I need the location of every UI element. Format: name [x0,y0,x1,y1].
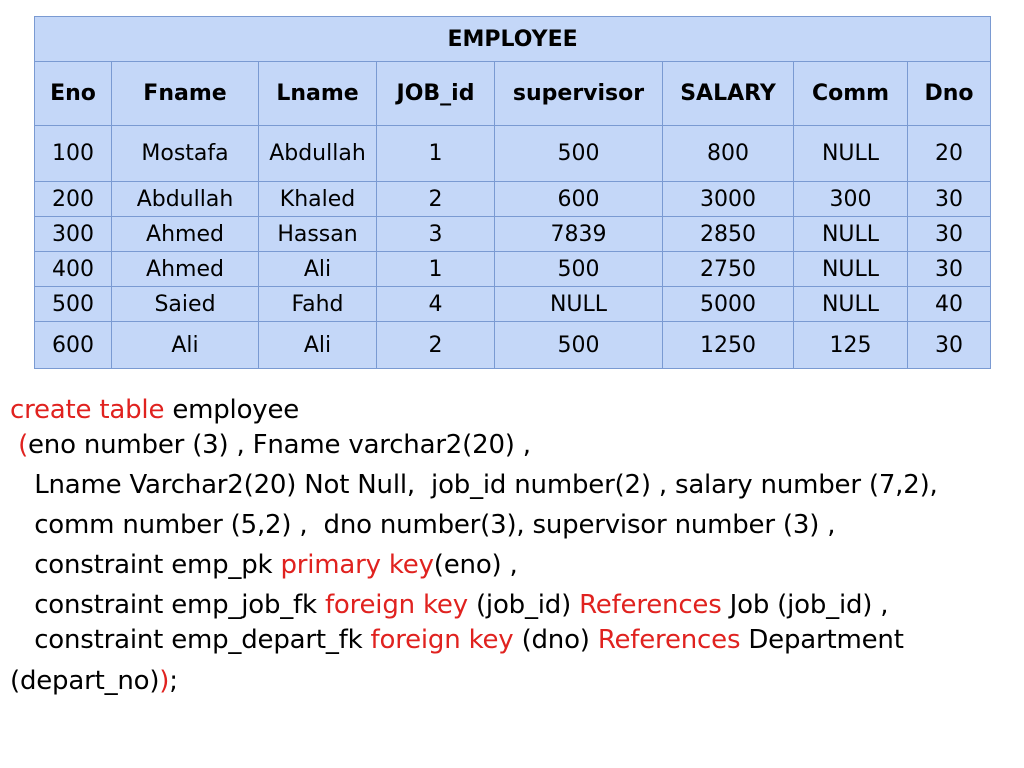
table-cell: 300 [35,217,112,252]
code-text: ; [169,666,178,696]
table-cell: NULL [794,217,908,252]
table-cell: 3 [377,217,495,252]
table-cell: 2 [377,322,495,369]
table-cell: 30 [908,252,991,287]
code-line-2 [10,425,1014,465]
table-cell: 500 [495,126,663,182]
table-cell: NULL [794,287,908,322]
table-cell: 2 [377,182,495,217]
column-header-lname: Lname [259,62,377,126]
code-text: eno number (3) , Fname varchar2(20) , [28,430,531,460]
sql-keyword: foreign key [370,625,514,655]
table-cell: 500 [495,322,663,369]
table-cell: 500 [495,252,663,287]
code-text: (dno) [513,625,598,655]
code-text: constraint emp_pk [10,550,281,580]
table-cell: 2750 [663,252,794,287]
code-line-4 [10,505,1014,545]
table-row [35,126,991,182]
table-cell: 600 [35,322,112,369]
column-header-fname: Fname [112,62,259,126]
table-cell: 400 [35,252,112,287]
code-text: (depart_no) [10,666,160,696]
table-row [35,182,991,217]
table-cell: 200 [35,182,112,217]
code-text: Department [740,625,904,655]
sql-keyword: References [579,590,722,620]
table-row [35,322,991,369]
code-line-5 [10,545,1014,585]
table-cell: 125 [794,322,908,369]
sql-keyword: foreign key [324,590,468,620]
table-cell: Hassan [259,217,377,252]
employee-table [34,16,991,369]
table-cell: 7839 [495,217,663,252]
column-header-dno: Dno [908,62,991,126]
code-line-1 [10,390,1014,425]
code-text: comm number (5,2) , dno number(3), supervisor number (3) , [10,510,836,540]
table-cell: 4 [377,287,495,322]
table-cell: 100 [35,126,112,182]
code-text: (eno) , [433,550,518,580]
table-cell: Ali [259,252,377,287]
table-cell: Mostafa [112,126,259,182]
table-cell: 300 [794,182,908,217]
code-line-3 [10,465,1014,505]
column-header-salary: SALARY [663,62,794,126]
column-header-eno: Eno [35,62,112,126]
table-cell: 30 [908,322,991,369]
code-line-7 [10,625,1014,661]
sql-keyword: primary key [280,550,434,580]
sql-create-statement [10,390,1014,701]
table-cell: Saied [112,287,259,322]
table-cell: 40 [908,287,991,322]
code-text: (job_id) [467,590,580,620]
code-text: Job (job_id) , [721,590,889,620]
column-header-job-id: JOB_id [377,62,495,126]
table-cell: 5000 [663,287,794,322]
table-cell: NULL [794,252,908,287]
table-cell: Ahmed [112,217,259,252]
code-line-6 [10,585,1014,625]
sql-keyword: create table [10,395,165,425]
sql-paren: ( [10,430,29,460]
table-cell: 20 [908,126,991,182]
table-header-row [35,62,991,126]
table-title: EMPLOYEE [35,17,991,62]
table-cell: 800 [663,126,794,182]
table-cell: 30 [908,217,991,252]
code-text: constraint emp_depart_fk [10,625,371,655]
table-title-row [35,17,991,62]
table-cell: Fahd [259,287,377,322]
table-cell: 30 [908,182,991,217]
table-cell: Abdullah [112,182,259,217]
code-line-8 [10,661,1014,701]
column-header-comm: Comm [794,62,908,126]
table-cell: NULL [794,126,908,182]
table-cell: Ahmed [112,252,259,287]
code-text: Lname Varchar2(20) Not Null, job_id number(2) , salary number (7,2), [10,470,938,500]
column-header-supervisor: supervisor [495,62,663,126]
table-cell: Khaled [259,182,377,217]
table-cell: 500 [35,287,112,322]
sql-keyword: References [597,625,741,655]
table-cell: 2850 [663,217,794,252]
table-cell: 600 [495,182,663,217]
sql-paren: ) [159,666,170,696]
table-cell: Ali [259,322,377,369]
table-row [35,287,991,322]
table-cell: 1250 [663,322,794,369]
code-text: employee [164,395,300,425]
code-text: constraint emp_job_fk [10,590,325,620]
table-cell: Ali [112,322,259,369]
table-cell: Abdullah [259,126,377,182]
table-cell: 1 [377,126,495,182]
table-cell: 1 [377,252,495,287]
table-cell: NULL [495,287,663,322]
table-row [35,252,991,287]
table-cell: 3000 [663,182,794,217]
table-row [35,217,991,252]
